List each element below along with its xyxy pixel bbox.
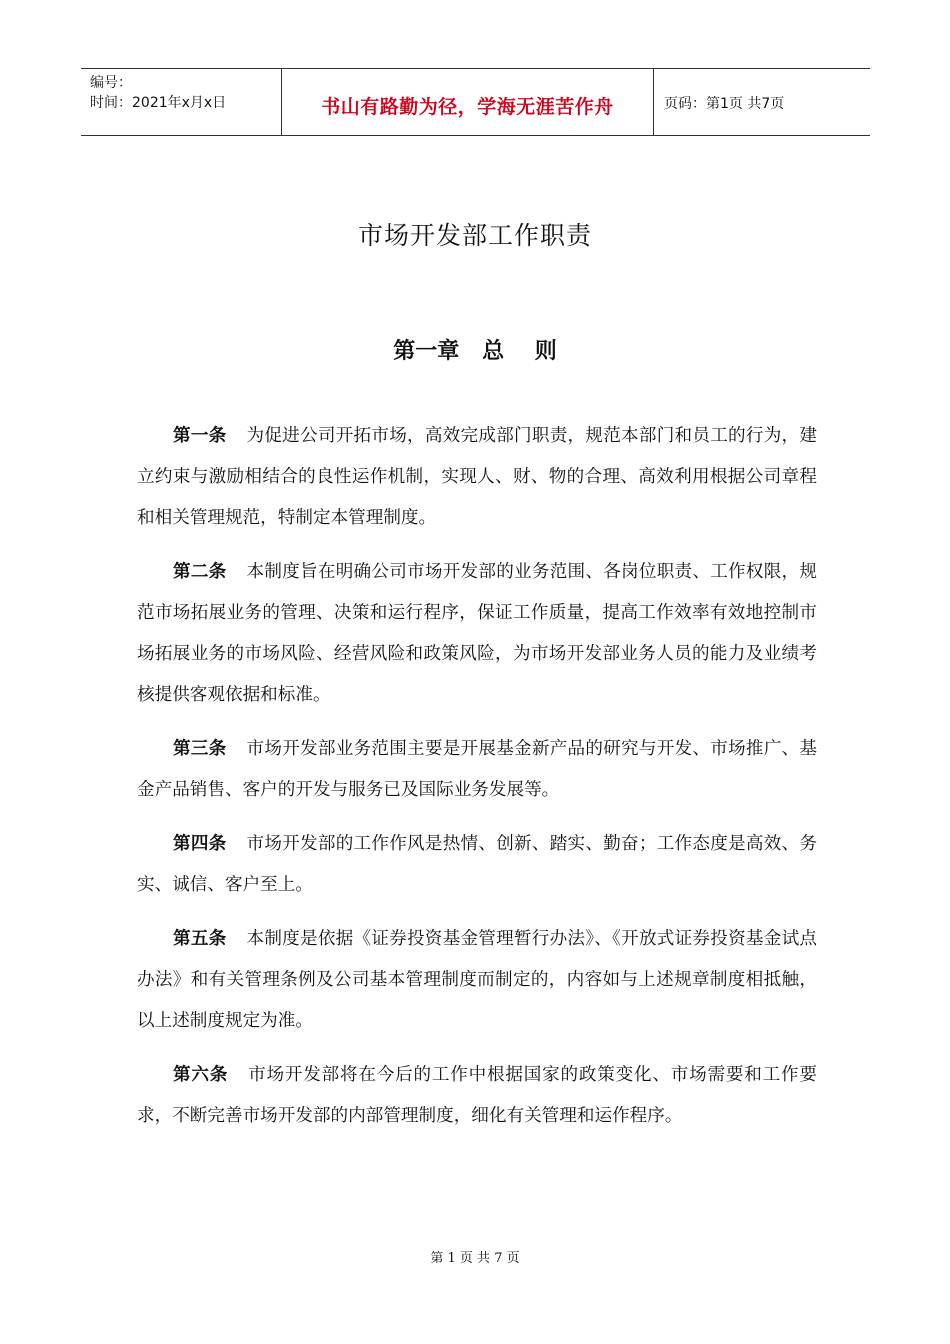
article-text: 市场开发部业务范围主要是开展基金新产品的研究与开发、市场推广、基金产品销售、客户的开发与服务已及国际业务发展等。 <box>137 739 817 800</box>
number-label: 编号： <box>90 75 132 91</box>
article-label: 第四条 <box>173 834 227 854</box>
article-label: 第二条 <box>173 562 227 582</box>
article-label: 第三条 <box>173 739 227 759</box>
document-header <box>81 68 870 136</box>
article-label: 第五条 <box>173 929 227 949</box>
article-text: 市场开发部将在今后的工作中根据国家的政策变化、市场需要和工作要求，不断完善市场开发部的内部管理制度，细化有关管理和运作程序。 <box>137 1065 817 1126</box>
article-2 <box>137 552 817 716</box>
article-1 <box>137 416 817 539</box>
header-motto-cell <box>281 69 654 135</box>
header-page-cell <box>654 69 870 135</box>
header-page-info: 页码：第1页 共7页 <box>664 96 785 112</box>
article-5 <box>137 919 817 1042</box>
article-4 <box>137 824 817 906</box>
article-text: 本制度旨在明确公司市场开发部的业务范围、各岗位职责、工作权限，规范市场拓展业务的管理、决策和运行程序，保证工作质量，提高工作效率有效地控制市场拓展业务的市场风险、经营风险和政策风险，为市场开发部业务人员的能力及业绩考核提供客观依据和标准。 <box>137 562 817 705</box>
header-meta-cell <box>81 69 281 135</box>
chapter-title: 第一章 总 则 <box>393 339 557 364</box>
article-label: 第一条 <box>173 426 227 446</box>
article-text: 市场开发部的工作作风是热情、创新、踏实、勤奋；工作态度是高效、务实、诚信、客户至上。 <box>137 834 817 895</box>
article-label: 第六条 <box>173 1065 229 1085</box>
document-title: 市场开发部工作职责 <box>357 221 592 250</box>
page-footer: 第 1 页 共 7 页 <box>430 1251 520 1266</box>
article-6 <box>137 1055 817 1137</box>
article-text: 本制度是依据《证券投资基金管理暂行办法》、《开放式证券投资基金试点办法》和有关管理条例及公司基本管理制度而制定的，内容如与上述规章制度相抵触，以上述制度规定为准。 <box>137 929 817 1031</box>
article-text: 为促进公司开拓市场，高效完成部门职责，规范本部门和员工的行为，建立约束与激励相结合的良性运作机制，实现人、财、物的合理、高效利用根据公司章程和相关管理规范，特制定本管理制度。 <box>137 426 817 528</box>
time-label: 时间：2021年x月x日 <box>90 95 227 111</box>
motto-text: 书山有路勤为径，学海无涯苦作舟 <box>321 95 614 118</box>
document-body <box>137 416 817 1150</box>
article-3 <box>137 729 817 811</box>
